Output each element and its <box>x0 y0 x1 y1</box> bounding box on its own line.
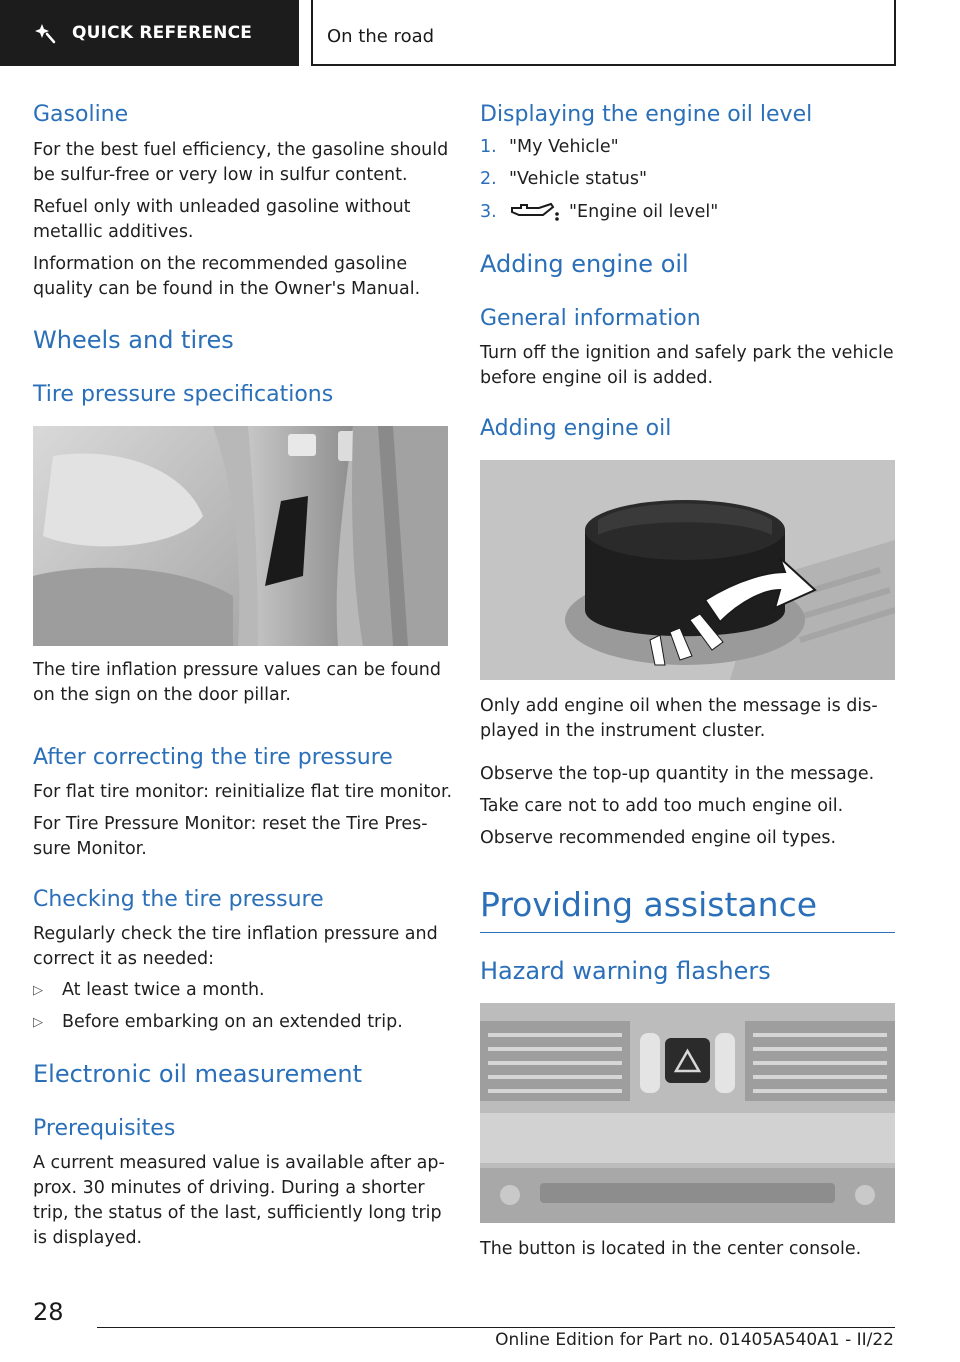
door-pillar-image <box>33 426 448 646</box>
hazard-paragraph: The button is located in the center console. <box>480 1239 862 1259</box>
checking-heading: Checking the tire pressure <box>33 887 324 912</box>
display-oil-heading: Displaying the engine oil level <box>480 102 813 127</box>
after-paragraph-1: For flat tire monitor: reinitialize flat tire monitor. <box>33 782 453 802</box>
adding-paragraph-3: Take care not to add too much engine oil. <box>480 796 844 816</box>
page-number: 28 <box>33 1298 64 1326</box>
door-pillar-illustration <box>33 426 448 646</box>
after-paragraph-2: For Tire Pressure Monitor: reset the Tire Pres-sure Monitor. <box>33 814 428 859</box>
tire-spec-paragraph: The tire inflation pressure values can be found on the sign on the door pillar. <box>33 660 441 705</box>
wheels-heading: Wheels and tires <box>33 326 234 354</box>
check-bullet-2: ▷ Before embarking on an extended trip. <box>33 1012 403 1032</box>
chapter-title: On the road <box>327 26 435 47</box>
section-divider <box>480 932 895 933</box>
prerequisites-paragraph: A current measured value is available after ap-prox. 30 minutes of driving. During a shorter trip, the status of the last, sufficiently long trip is displayed. <box>33 1153 445 1248</box>
general-info-heading: General information <box>480 306 701 331</box>
gasoline-heading: Gasoline <box>33 102 129 127</box>
section-tab[interactable] <box>0 0 299 66</box>
providing-assistance-heading: Providing assistance <box>480 885 818 924</box>
chapter-header <box>311 0 896 66</box>
step-1: 1. "My Vehicle" <box>480 137 619 157</box>
gasoline-paragraph-1: For the best fuel efficiency, the gasoline should be sulfur-free or very low in sulfur content. <box>33 140 449 185</box>
step-3: 3. "Engine oil level" <box>480 202 719 222</box>
adding-paragraph-1: Only add engine oil when the message is dis-played in the instrument cluster. <box>480 696 878 741</box>
gasoline-paragraph-2: Refuel only with unleaded gasoline without metallic additives. <box>33 197 411 242</box>
oil-cap-illustration <box>480 460 895 680</box>
adding-paragraph-2: Observe the top-up quantity in the message. <box>480 764 875 784</box>
check-bullet-1: ▷ At least twice a month. <box>33 980 265 1000</box>
checking-paragraph: Regularly check the tire inflation pressure and correct it as needed: <box>33 924 438 969</box>
prerequisites-heading: Prerequisites <box>33 1116 176 1141</box>
center-console-image <box>480 1003 895 1223</box>
adding-oil-heading: Adding engine oil <box>480 250 689 278</box>
tire-spec-heading: Tire pressure specifications <box>33 382 334 407</box>
oil-cap-image <box>480 460 895 680</box>
center-console-illustration <box>480 1003 895 1223</box>
footer-divider <box>97 1327 895 1328</box>
oil-can-icon <box>509 201 561 223</box>
triangle-bullet-icon: ▷ <box>33 983 43 998</box>
sparkle-icon <box>34 20 60 46</box>
hazard-heading: Hazard warning flashers <box>480 957 771 985</box>
gasoline-paragraph-3: Information on the recommended gasoline quality can be found in the Owner's Manual. <box>33 254 421 299</box>
triangle-bullet-icon: ▷ <box>33 1015 43 1030</box>
after-correcting-heading: After correcting the tire pressure <box>33 745 393 770</box>
edition-text: Online Edition for Part no. 01405A540A1 - II/22 <box>495 1330 894 1350</box>
general-info-paragraph: Turn off the ignition and safely park the vehicle before engine oil is added. <box>480 343 894 388</box>
adding-oil-subheading: Adding engine oil <box>480 416 672 441</box>
section-label: QUICK REFERENCE <box>72 23 253 43</box>
step-2: 2. "Vehicle status" <box>480 169 648 189</box>
adding-paragraph-4: Observe recommended engine oil types. <box>480 828 837 848</box>
eom-heading: Electronic oil measurement <box>33 1060 363 1088</box>
